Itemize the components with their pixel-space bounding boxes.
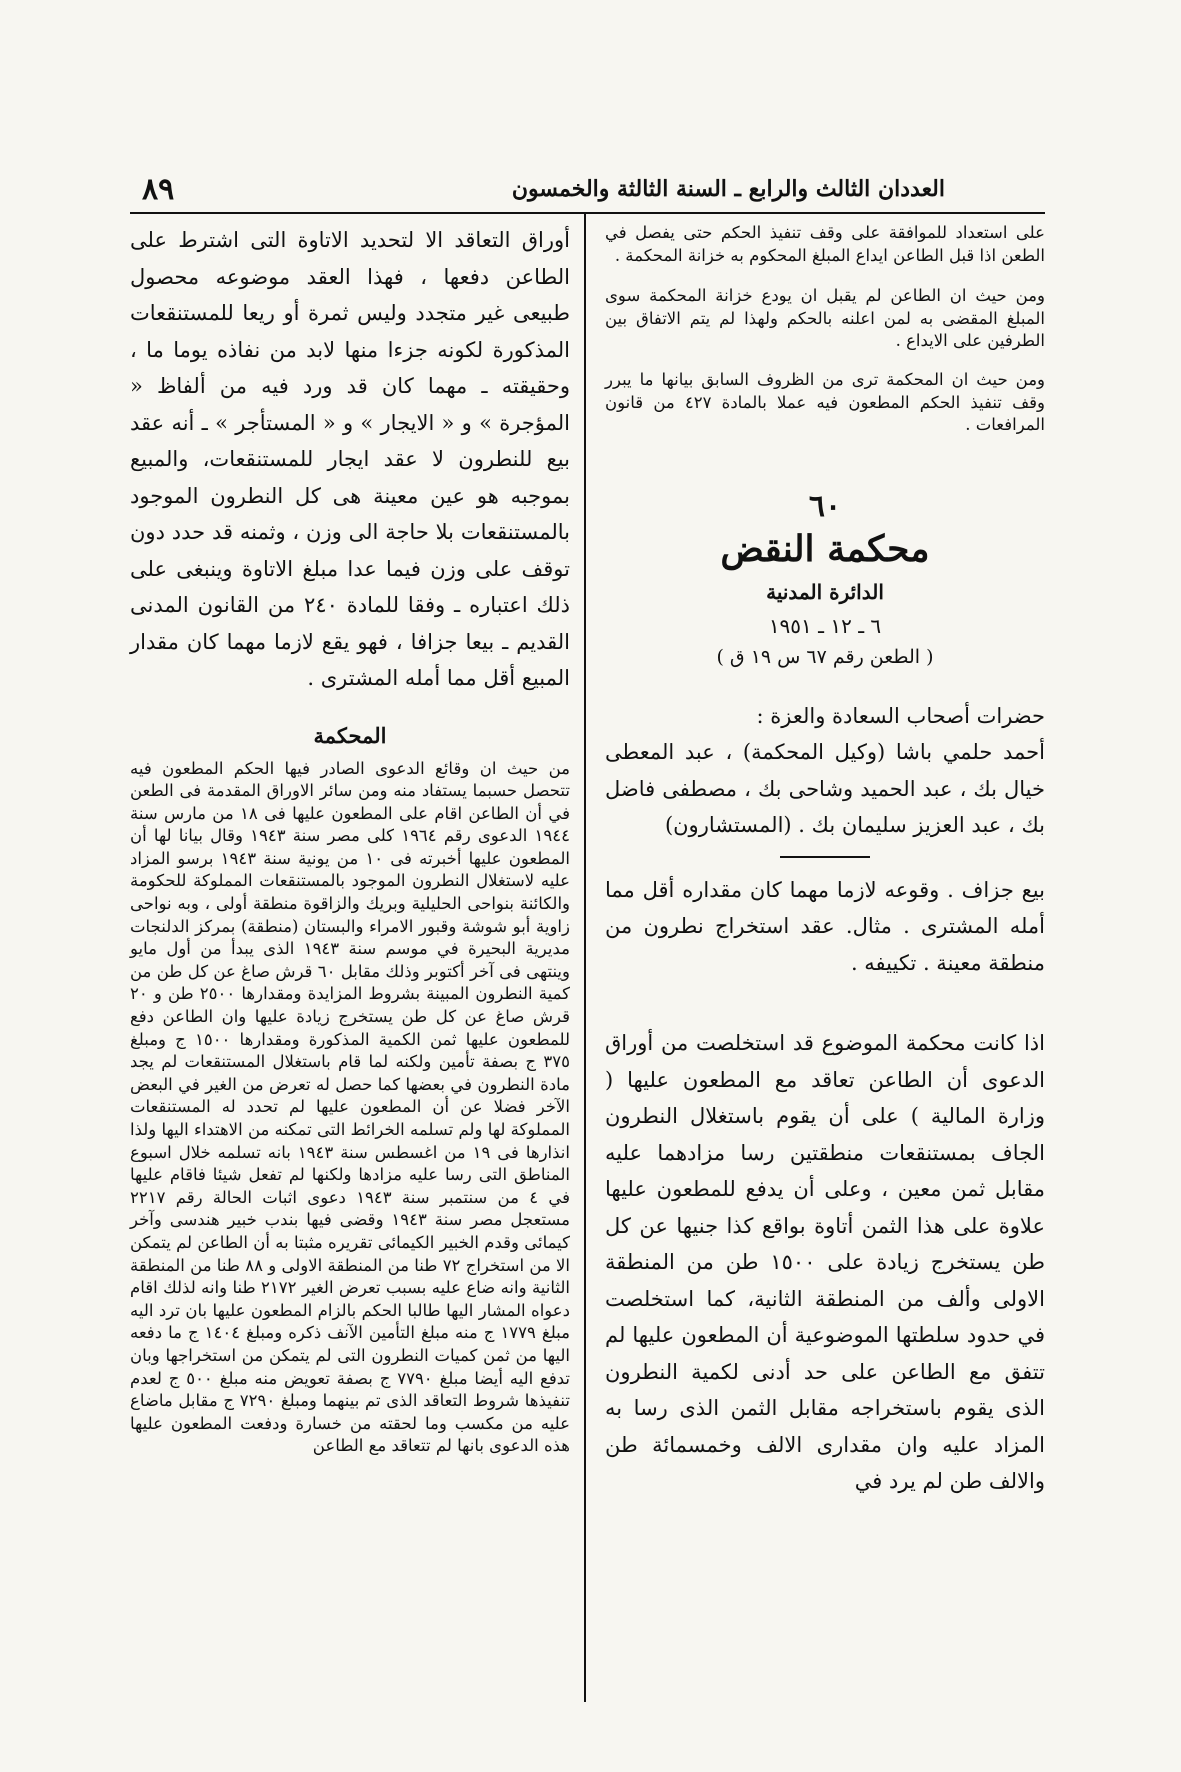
left-column bbox=[130, 222, 570, 1458]
right-column bbox=[605, 222, 1045, 1500]
judgment-date: ٦ ـ ١٢ ـ ١٩٥١ bbox=[768, 613, 882, 638]
court-reasoning: من حيث ان وقائع الدعوى الصادر فيها الحكم المطعون فيه تتحصل حسبما يستفاد منه ومن سائر الاوراق المقدمة فى الطعن في أن الطاعن اقام على المطعون عليها فى ١٨ من مارس سنة ١٩٤٤ الدعوى رقم ١٩٦٤ كلى مصر سنة ١٩٤٣ وقال بيانا لها أن المطعون عليها أخبرته فى ١٠ من يونية سنة ١٩٤٣ برسو المزاد عليه لاستغلال النطرون الموجود بالمستنقعات المملوكة للحكومة والكائنة بنواحى الحليلية وبريك والزاقوة منطقة أولى ، وبه نواحى زاوية أبو شوشة وقبور الامراء والبستان (منطقة) بمركز الدلنجات مديرية البحيرة في موسم سنة ١٩٤٣ الذى يبدأ من أول مايو وينتهى فى آخر أكتوبر وذلك مقابل ٦٠ قرش صاغ عن كل طن من كمية النطرون المبينة بشروط المزايدة ومقدارها ٢٥٠٠ طن و ٢٠ قرش صاغ عن كل طن يستخرج زيادة عليها وان الطاعن دفع للمطعون عليها ثمن الكمية المذكورة ومقدارها ١٥٠٠ ج ومبلغ ٣٧٥ ج بصفة تأمين ولكنه لما قام باستغلال المستنقعات لم يجد مادة النطرون في بعضها كما حصل له تعرض من الغير في البعض الآخر فضلا عن أن المطعون عليها لم تحدد له المستنقعات المملوكة لها ولم تسلمه الخرائط التى تمكنه من الاهتداء اليها ولذا انذارها فى ١٩ من اغسطس سنة ١٩٤٣ بانه تسلمه خلال اسبوع المناطق التى رسا عليه مزادها ولكنها لم تفعل شيئا فاقام عليها في ٤ من سنتمبر سنة ١٩٤٣ دعوى اثبات الحالة رقم ٢٢١٧ مستعجل مصر سنة ١٩٤٣ وقضى فيها بندب خبير هندسى وآخر كيمائى وقدم الخبير الكيمائى تقريره مثبتا به أن الطاعن لم يتمكن الا من استخراج ٧٢ طنا من المنطقة الاولى و ٨٨ طنا من المنطقة الثانية وانه ضاع عليه بسبب تعرض الغير ٢١٧٢ طنا وانه لذلك اقام دعواه المشار اليها طالبا الحكم بالزام المطعون عليها بان ترد اليه مبلغ ١٧٧٩ ج منه مبلغ التأمين الآنف ذكره ومبلغ ١٤٠٤ ج ما دفعه اليها من ثمن كميات النطرون التى لم يتمكن من استخراجها وبان تدفع اليه أيضا مبلغ ٧٧٩٠ ج بصفة تعويض منه مبلغ ٥٠٠ ج لعدم تنفيذها شروط التعاقد الذى تم بينهما ومبلغ ٧٢٩٠ ج مقابل ماضاع عليه من مكسب وما لحقته من خسارة ودفعت المطعون عليها هذه الدعوى بانها لم تتعاقد مع الطاعن bbox=[130, 758, 571, 1456]
court-name: محكمة النقض bbox=[720, 527, 930, 570]
header-rule bbox=[130, 212, 1045, 214]
page-header bbox=[130, 170, 1045, 216]
principle-continuation: أوراق التعاقد الا لتحديد الاتاوة التى اشترط على الطاعن دفعها ، فهذا العقد موضوعه محصول طبيعى غير متجدد وليس ثمرة أو ريعا للمستنقعات المذكورة لكونه جزءا منها لابد من نفاذه يوما ما ، وحقيقته ـ مهما كان قد ورد فيه من ألفاظ « المؤجرة » و « الايجار » و « المستأجر » ـ أنه عقد بيع للنطرون لا عقد ايجار للمستنقعات، والمبيع بموجبه هو عين معينة هى كل النطرون الموجود بالمستنقعات بلا حاجة الى وزن ، وثمنه قد حدد دون توقف على وزن فيما عدا مبلغ الاتاوة وينبغى على ذلك اعتباره ـ وفقا للمادة ٢٤٠ من القانون المدنى القديم ـ بيعا جزافا ، فهو يقع لازما مهما كان مقدار المبيع أقل مما أمله المشترى . bbox=[130, 228, 570, 690]
headnote: بيع جزاف . وقوعه لازما مهما كان مقداره أقل مما أمله المشترى . مثال. عقد استخراج نطرون من منطقة معينة . تكييفه . bbox=[605, 877, 1045, 975]
section-title: المحكمة bbox=[313, 722, 387, 748]
column-divider bbox=[584, 212, 586, 1702]
page-number: ٨٩ bbox=[142, 172, 175, 207]
principle-body: اذا كانت محكمة الموضوع قد استخلصت من أوراق الدعوى أن الطاعن تعاقد مع المطعون عليها ( وزارة المالية ) على أن يقوم باستغلال النطرون الجاف بمستنقعات منطقتين رسا مزادهما عليه مقابل ثمن معين ، وعلى أن يدفع للمطعون عليها علاوة على هذا الثمن أتاوة بواقع كذا جنيها عن كل طن يستخرج زيادة على ١٥٠٠ طن من المنطقة الاولى وألف من المنطقة الثانية، كما استخلصت في حدود سلطتها الموضوعية أن المطعون عليها لم تتفق مع الطاعن على حد أدنى لكمية النطرون الذى يقوم باستخراجه مقابل الثمن الذى رسا به المزاد عليه وان مقدارى الالف وخمسمائة طن والالف طن لم يرد في bbox=[605, 1031, 1045, 1494]
intro-paragraph-1: على استعداد للموافقة على وقف تنفيذ الحكم حتى يفصل في الطعن اذا قبل الطاعن ايداع المبلغ المحكوم به خزانة المحكمة . bbox=[605, 223, 1045, 265]
judges-list: أحمد حلمي باشا (وكيل المحكمة) ، عبد المعطى خيال بك ، عبد الحميد وشاحى بك ، مصطفى فاضل بك ، عبد العزيز سليمان بك . (المستشارون) bbox=[605, 740, 1045, 838]
appeal-number: ( الطعن رقم ٦٧ س ١٩ ق ) bbox=[716, 645, 934, 668]
judges-rule bbox=[780, 856, 870, 858]
intro-paragraph-3: ومن حيث ان المحكمة ترى من الظروف السابق بيانها ما يبرر وقف تنفيذ الحكم المطعون فيه عملا بالمادة ٤٢٧ من قانون المرافعات . bbox=[605, 369, 1045, 435]
case-number: ٦٠ bbox=[808, 488, 842, 524]
judges-heading: حضرات أصحاب السعادة والعزة : bbox=[756, 703, 1045, 728]
circuit-name: الدائرة المدنية bbox=[766, 579, 884, 604]
intro-paragraph-2: ومن حيث ان الطاعن لم يقبل ان يودع خزانة المحكمة سوى المبلغ المقضى به لمن اعلنه بالحكم ولهذا لم يتم الاتفاق بين الطرفين على الايداع . bbox=[605, 286, 1045, 351]
running-title: العددان الثالث والرابع ـ السنة الثالثة والخمسون bbox=[511, 176, 945, 202]
